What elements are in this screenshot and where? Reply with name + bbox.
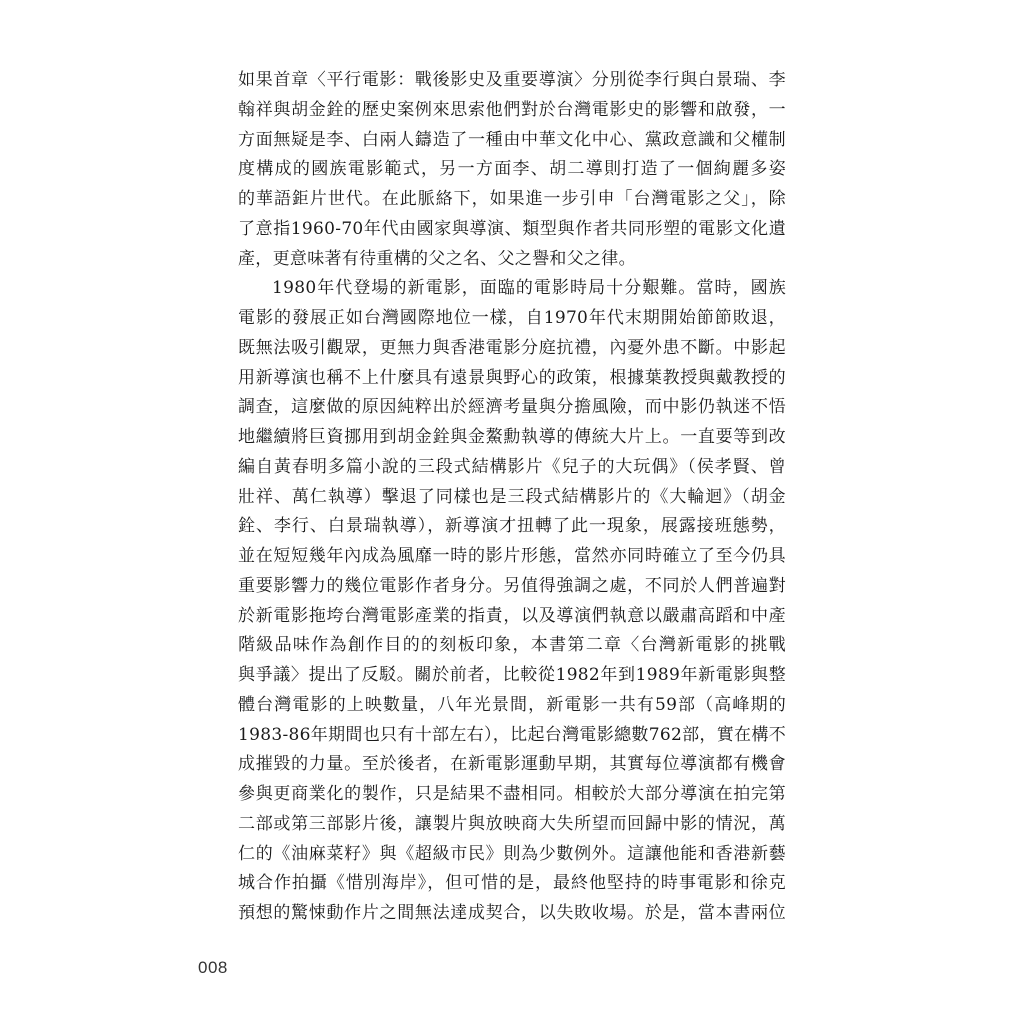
text-line: 參與更商業化的製作，只是結果不盡相同。相較於大部分導演在拍完第 (238, 784, 786, 804)
text-line: 調查，這麼做的原因純粹出於經濟考量與分擔風險，而中影仍執迷不悟 (238, 397, 786, 418)
text-line: 的華語鉅片世代。在此脈絡下，如果進一步引申「台灣電影之父」，除 (238, 189, 786, 209)
page-number: 008 (198, 958, 228, 977)
text-line: 階級品味作為創作目的的刻板印象，本書第二章〈台灣新電影的挑戰 (238, 635, 786, 656)
text-line: 翰祥與胡金銓的歷史案例來思索他們對於台灣電影史的影響和啟發，一 (238, 99, 786, 120)
text-line: 於新電影拖垮台灣電影產業的指責，以及導演們執意以嚴肅高蹈和中產 (238, 605, 786, 626)
text-line: 壯祥、萬仁執導）擊退了同樣也是三段式結構影片的《大輪迴》（胡金 (238, 486, 786, 507)
text-line: 如果首章〈平行電影：戰後影史及重要導演〉分別從李行與白景瑞、李 (238, 70, 786, 90)
text-line: 既無法吸引觀眾，更無力與香港電影分庭抗禮，內憂外患不斷。中影起 (238, 337, 786, 358)
text-line: 重要影響力的幾位電影作者身分。另值得強調之處，不同於人們普遍對 (238, 575, 786, 596)
text-line: 電影的發展正如台灣國際地位一樣，自1970年代末期開始節節敗退， (238, 308, 786, 328)
text-line: 度構成的國族電影範式，另一方面李、胡二導則打造了一個絢麗多姿 (238, 159, 786, 180)
text-line: 了意指1960-70年代由國家與導演、類型與作者共同形塑的電影文化遺 (238, 218, 786, 239)
text-line: 二部或第三部影片後，讓製片與放映商大失所望而回歸中影的情況，萬 (238, 813, 786, 834)
text-line: 編自黃春明多篇小說的三段式結構影片《兒子的大玩偶》（侯孝賢、曾 (238, 456, 786, 477)
text-line: 並在短短幾年內成為風靡一時的影片形態，當然亦同時確立了至今仍具 (238, 546, 786, 566)
text-line: 仁的《油麻菜籽》與《超級市民》則為少數例外。這讓他能和香港新藝 (238, 843, 786, 864)
text-line: 1983-86年期間也只有十部左右），比起台灣電影總數762部，實在構不 (238, 724, 786, 745)
text-line: 成摧毀的力量。至於後者，在新電影運動早期，其實每位導演都有機會 (238, 754, 786, 775)
text-line: 地繼續將巨資挪用到胡金銓與金鰲勳執導的傳統大片上。一直要等到改 (238, 427, 786, 447)
text-line: 方面無疑是李、白兩人鑄造了一種由中華文化中心、黨政意識和父權制 (238, 129, 786, 150)
text-line: 城合作拍攝《惜別海岸》，但可惜的是，最終他堅持的時事電影和徐克 (238, 873, 786, 894)
body-text (238, 66, 786, 929)
text-line: 與爭議〉提出了反駁。關於前者，比較從1982年到1989年新電影與整 (238, 665, 786, 685)
text-line: 1980年代登場的新電影，面臨的電影時局十分艱難。當時，國族 (272, 278, 786, 299)
text-line: 體台灣電影的上映數量，八年光景間，新電影一共有59部（高峰期的 (238, 694, 786, 715)
text-line: 銓、李行、白景瑞執導），新導演才扭轉了此一現象，展露接班態勢， (238, 516, 786, 537)
text-line: 預想的驚悚動作片之間無法達成契合，以失敗收場。於是，當本書兩位 (238, 903, 786, 923)
paragraph-1 (238, 66, 786, 274)
paragraph-2 (238, 274, 786, 929)
text-line: 用新導演也稱不上什麼具有遠景與野心的政策，根據葉教授與戴教授的 (238, 367, 786, 388)
text-line: 產，更意味著有待重構的父之名、父之譽和父之律。 (238, 248, 636, 269)
